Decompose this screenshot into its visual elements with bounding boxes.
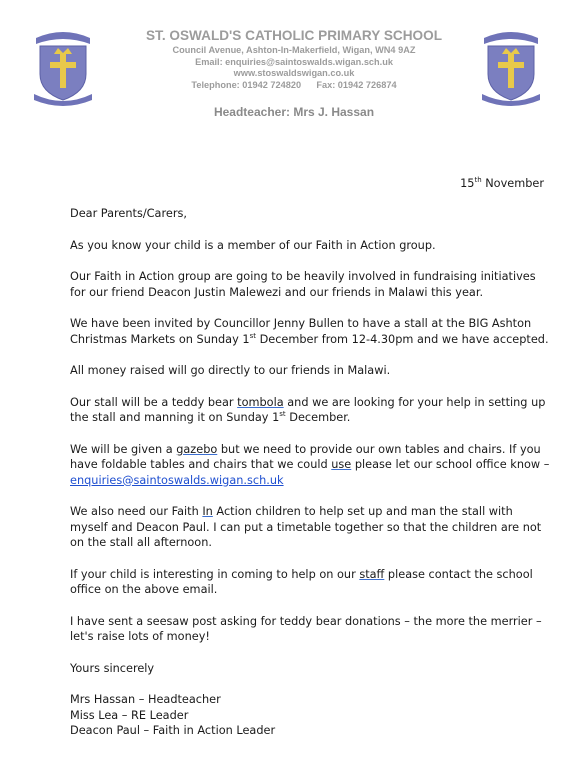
- signature-headteacher: Mrs Hassan – Headteacher: [70, 693, 221, 706]
- paragraph-6: We will be given a gazebo but we need to provide our own tables and chairs. If you have foldable tables and chairs that we could use please let our school office know – enquiries@saintoswalds.wigan.sch.uk: [70, 442, 550, 487]
- letter-body: [70, 206, 550, 739]
- paragraph-5: Our stall will be a teddy bear tombola and we are looking for your help in setting up the stall and manning it on Sunday 1st December.: [70, 395, 546, 424]
- letterhead: [120, 28, 468, 119]
- signature-faith-leader: Deacon Paul – Faith in Action Leader: [70, 724, 276, 737]
- paragraph-1: As you know your child is a member of our Faith in Action group.: [70, 238, 436, 252]
- school-email: Email: enquiries@saintoswalds.wigan.sch.uk: [195, 56, 393, 67]
- headteacher-name: Headteacher: Mrs J. Hassan: [213, 105, 375, 120]
- school-contact-block: [120, 45, 468, 91]
- paragraph-7: We also need our Faith In Action children to help set up and man the stall with myself and Deacon Paul. I can put a timetable together so that the children are not on the stall all afternoon.: [70, 505, 542, 549]
- greeting: Dear Parents/Carers,: [70, 207, 187, 220]
- school-address: Council Avenue, Ashton-In-Makerfield, Wigan, WN4 9AZ: [172, 45, 416, 55]
- school-crest-left-icon: [30, 28, 96, 106]
- school-website: www.stoswaldswigan.co.uk: [233, 68, 355, 79]
- closing: Yours sincerely: [70, 661, 155, 675]
- paragraph-4: All money raised will go directly to our friends in Malawi.: [70, 364, 391, 377]
- letter-date: 15th November: [460, 176, 544, 190]
- signature-block: [70, 692, 550, 739]
- school-phone: Telephone: 01942 724820 Fax: 01942 726874: [191, 79, 397, 90]
- paragraph-3: We have been invited by Councillor Jenny Bullen to have a stall at the BIG Ashton Christmas Markets on Sunday 1st December from 12-4.30pm and we have accepted.: [70, 317, 549, 346]
- signature-re-leader: Miss Lea – RE Leader: [70, 708, 189, 722]
- paragraph-8: If your child is interesting in coming to help on our staff please contact the school office on the above email.: [70, 567, 533, 596]
- email-link[interactable]: enquiries@saintoswalds.wigan.sch.uk: [70, 473, 284, 487]
- paragraph-9: I have sent a seesaw post asking for teddy bear donations – the more the merrier – let's raise lots of money!: [70, 614, 542, 643]
- school-name: ST. OSWALD'S CATHOLIC PRIMARY SCHOOL: [145, 28, 442, 43]
- school-crest-right-icon: [478, 28, 544, 106]
- paragraph-2: Our Faith in Action group are going to be heavily involved in fundraising initiatives for our friend Deacon Justin Malewezi and our friends in Malawi this year.: [70, 270, 536, 299]
